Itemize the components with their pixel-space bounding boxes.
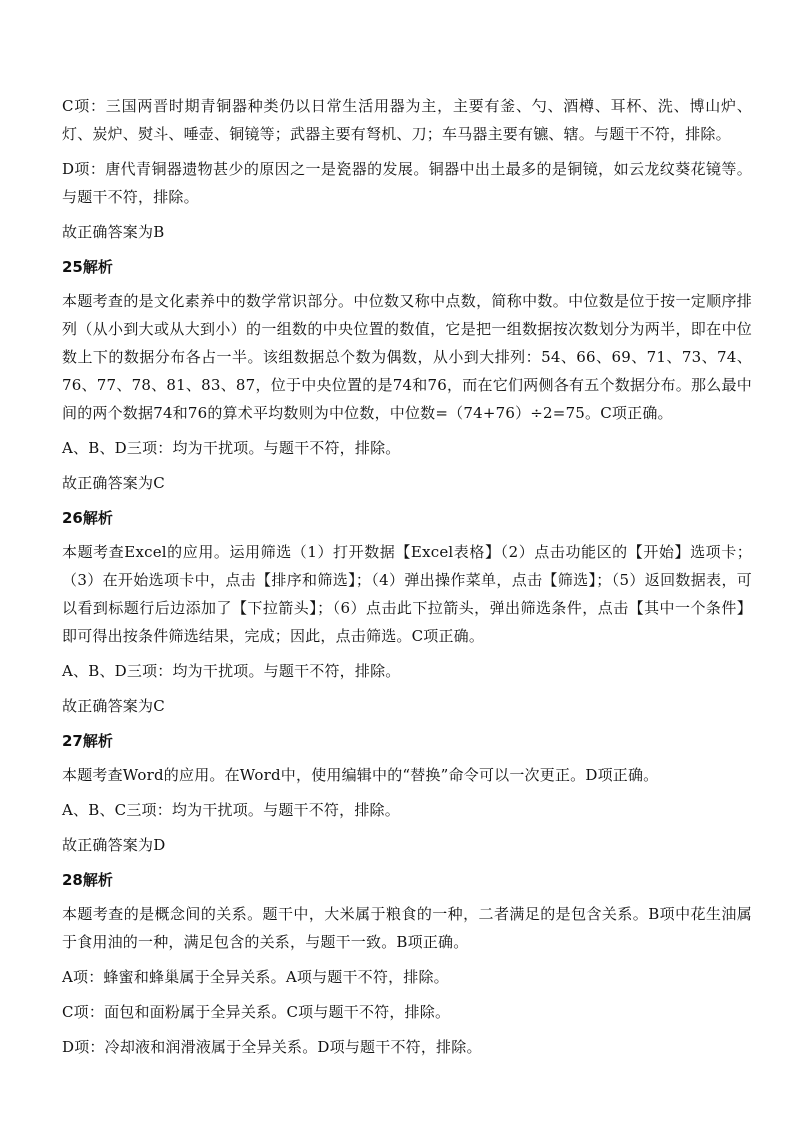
option-d-explanation-q28: D项：冷却液和润滑液属于全异关系。D项与题干不符，排除。 <box>62 1038 482 1056</box>
option-a-explanation-q28: A项：蜂蜜和蜂巢属于全异关系。A项与题干不符，排除。 <box>62 968 449 986</box>
option-c-explanation-q28: C项：面包和面粉属于全异关系。C项与题干不符，排除。 <box>62 1003 451 1021</box>
distractors-q25: A、B、D三项：均为干扰项。与题干不符，排除。 <box>62 439 401 457</box>
answer-q27: 故正确答案为D <box>62 836 166 854</box>
option-c-explanation-q24: C项：三国两晋时期青铜器种类仍以日常生活用器为主，主要有釜、勺、酒樽、耳杯、洗、博山炉、灯、炭炉、熨斗、唾壶、铜镜等；武器主要有弩机、刀；车马器主要有镳、辖。与题干不符，排除。 <box>62 97 752 143</box>
option-d-explanation-q24: D项：唐代青铜器遗物甚少的原因之一是瓷器的发展。铜器中出土最多的是铜镜，如云龙纹葵花镜等。与题干不符，排除。 <box>62 160 752 206</box>
heading-q26: 26解析 <box>62 509 113 527</box>
document-page <box>62 92 752 1068</box>
body-q26: 本题考查Excel的应用。运用筛选（1）打开数据【Excel表格】（2）点击功能区的【开始】选项卡；（3）在开始选项卡中，点击【排序和筛选】；（4）弹出操作菜单，点击【筛选】；（5）返回数据表，可以看到标题行后边添加了【下拉箭头】；（6）点击此下拉箭头，弹出筛选条件，点击【其中一个条件】即可得出按条件筛选结果，完成；因此，点击筛选。C项正确。 <box>62 543 752 645</box>
body-q27: 本题考查Word的应用。在Word中，使用编辑中的“替换”命令可以一次更正。D项正确。 <box>62 766 659 784</box>
heading-q28: 28解析 <box>62 871 113 889</box>
answer-q25: 故正确答案为C <box>62 474 165 492</box>
heading-q25: 25解析 <box>62 258 113 276</box>
answer-q26: 故正确答案为C <box>62 697 165 715</box>
body-q28: 本题考查的是概念间的关系。题干中，大米属于粮食的一种，二者满足的是包含关系。B项中花生油属于食用油的一种，满足包含的关系，与题干一致。B项正确。 <box>62 905 752 951</box>
answer-q24: 故正确答案为B <box>62 223 165 241</box>
distractors-q26: A、B、D三项：均为干扰项。与题干不符，排除。 <box>62 662 401 680</box>
heading-q27: 27解析 <box>62 732 113 750</box>
distractors-q27: A、B、C三项：均为干扰项。与题干不符，排除。 <box>62 801 400 819</box>
body-q25: 本题考查的是文化素养中的数学常识部分。中位数又称中点数，简称中数。中位数是位于按一定顺序排列（从小到大或从大到小）的一组数的中央位置的数值，它是把一组数据按次数划分为两半，即在中位数上下的数据分布各占一半。该组数据总个数为偶数，从小到大排列：54、66、69、71、73、74、76、77、78、81、83、87，位于中央位置的是74和76，而在它们两侧各有五个数据分布。那么最中间的两个数据74和76的算术平均数则为中位数，中位数=（74+76）÷2=75。C项正确。 <box>62 292 752 422</box>
